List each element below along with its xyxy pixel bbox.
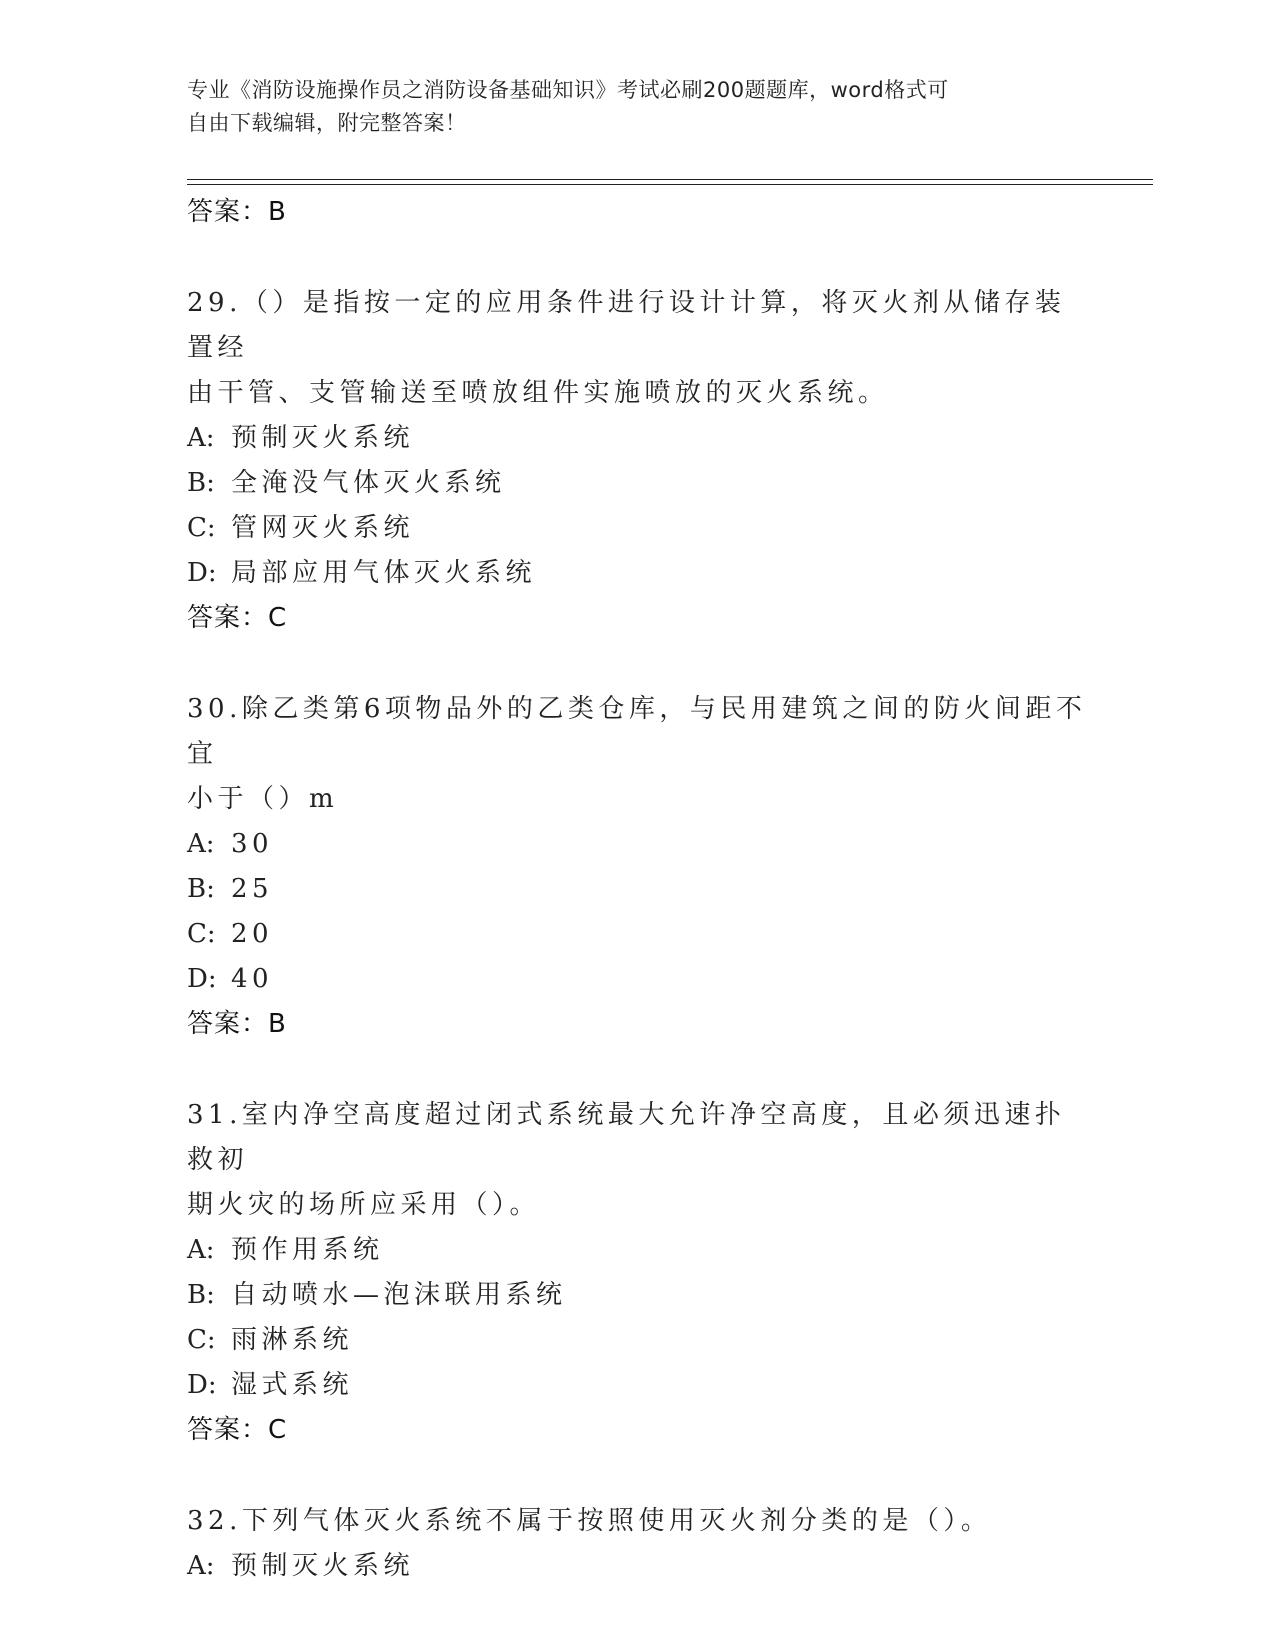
option-text: 全淹没气体灭火系统 bbox=[231, 468, 506, 498]
option-a bbox=[187, 1228, 1087, 1273]
option-key: D: bbox=[187, 964, 217, 994]
option-key: A: bbox=[187, 829, 215, 859]
option-text: 25 bbox=[231, 874, 274, 904]
option-a bbox=[187, 822, 1087, 867]
option-key: C: bbox=[187, 513, 216, 543]
option-b bbox=[187, 461, 1087, 506]
answer: 答案：C bbox=[187, 603, 288, 633]
question-stem-line: 29.（）是指按一定的应用条件进行设计计算，将灭火剂从储存装置经 bbox=[187, 288, 1066, 363]
option-key: A: bbox=[187, 1551, 215, 1581]
option-a bbox=[187, 416, 1087, 461]
option-key: A: bbox=[187, 1235, 215, 1265]
option-text: 预制灭火系统 bbox=[231, 1551, 415, 1581]
option-key: B: bbox=[187, 874, 215, 904]
question-stem-line: 32.下列气体灭火系统不属于按照使用灭火剂分类的是（）。 bbox=[187, 1506, 992, 1536]
question-stem bbox=[187, 281, 1087, 416]
option-text: 雨淋系统 bbox=[231, 1325, 354, 1355]
answer: 答案：C bbox=[187, 1415, 288, 1445]
header-line-1: 专业《消防设施操作员之消防设备基础知识》考试必刷200题题库，word格式可 bbox=[187, 78, 949, 102]
option-text: 30 bbox=[231, 829, 274, 859]
question-31 bbox=[187, 1093, 1087, 1453]
question-stem bbox=[187, 1093, 1087, 1228]
header-divider-bottom bbox=[187, 184, 1153, 185]
question-stem bbox=[187, 1499, 1087, 1544]
option-text: 湿式系统 bbox=[231, 1370, 354, 1400]
question-list bbox=[187, 190, 1087, 1589]
previous-answer: 答案：B bbox=[187, 197, 287, 227]
option-key: B: bbox=[187, 1280, 215, 1310]
option-key: D: bbox=[187, 1370, 217, 1400]
question-stem-line: 31.室内净空高度超过闭式系统最大允许净空高度，且必须迅速扑救初 bbox=[187, 1100, 1066, 1175]
option-text: 预作用系统 bbox=[231, 1235, 384, 1265]
option-c bbox=[187, 1318, 1087, 1363]
option-d bbox=[187, 551, 1087, 596]
option-c bbox=[187, 912, 1087, 957]
question-32 bbox=[187, 1499, 1087, 1589]
document-header bbox=[187, 74, 1067, 140]
option-text: 管网灭火系统 bbox=[231, 513, 415, 543]
question-stem-line: 小于（）m bbox=[187, 784, 339, 814]
option-key: B: bbox=[187, 468, 215, 498]
option-d bbox=[187, 1363, 1087, 1408]
option-a bbox=[187, 1544, 1087, 1589]
option-key: D: bbox=[187, 558, 217, 588]
option-text: 自动喷水—泡沫联用系统 bbox=[231, 1280, 567, 1310]
question-stem-line: 期火灾的场所应采用（）。 bbox=[187, 1190, 541, 1220]
option-key: C: bbox=[187, 919, 216, 949]
question-stem-line: 由干管、支管输送至喷放组件实施喷放的灭火系统。 bbox=[187, 378, 889, 408]
option-text: 40 bbox=[231, 964, 274, 994]
option-key: A: bbox=[187, 423, 215, 453]
option-d bbox=[187, 957, 1087, 1002]
header-divider-top bbox=[187, 179, 1153, 180]
option-key: C: bbox=[187, 1325, 216, 1355]
question-stem bbox=[187, 687, 1087, 822]
option-c bbox=[187, 506, 1087, 551]
question-stem-line: 30.除乙类第6项物品外的乙类仓库，与民用建筑之间的防火间距不宜 bbox=[187, 694, 1087, 769]
answer: 答案：B bbox=[187, 1009, 287, 1039]
option-text: 预制灭火系统 bbox=[231, 423, 415, 453]
question-29 bbox=[187, 281, 1087, 641]
header-line-2: 自由下载编辑，附完整答案！ bbox=[187, 111, 467, 135]
option-b bbox=[187, 1273, 1087, 1318]
option-text: 局部应用气体灭火系统 bbox=[231, 558, 537, 588]
option-text: 20 bbox=[231, 919, 274, 949]
question-30 bbox=[187, 687, 1087, 1047]
option-b bbox=[187, 867, 1087, 912]
